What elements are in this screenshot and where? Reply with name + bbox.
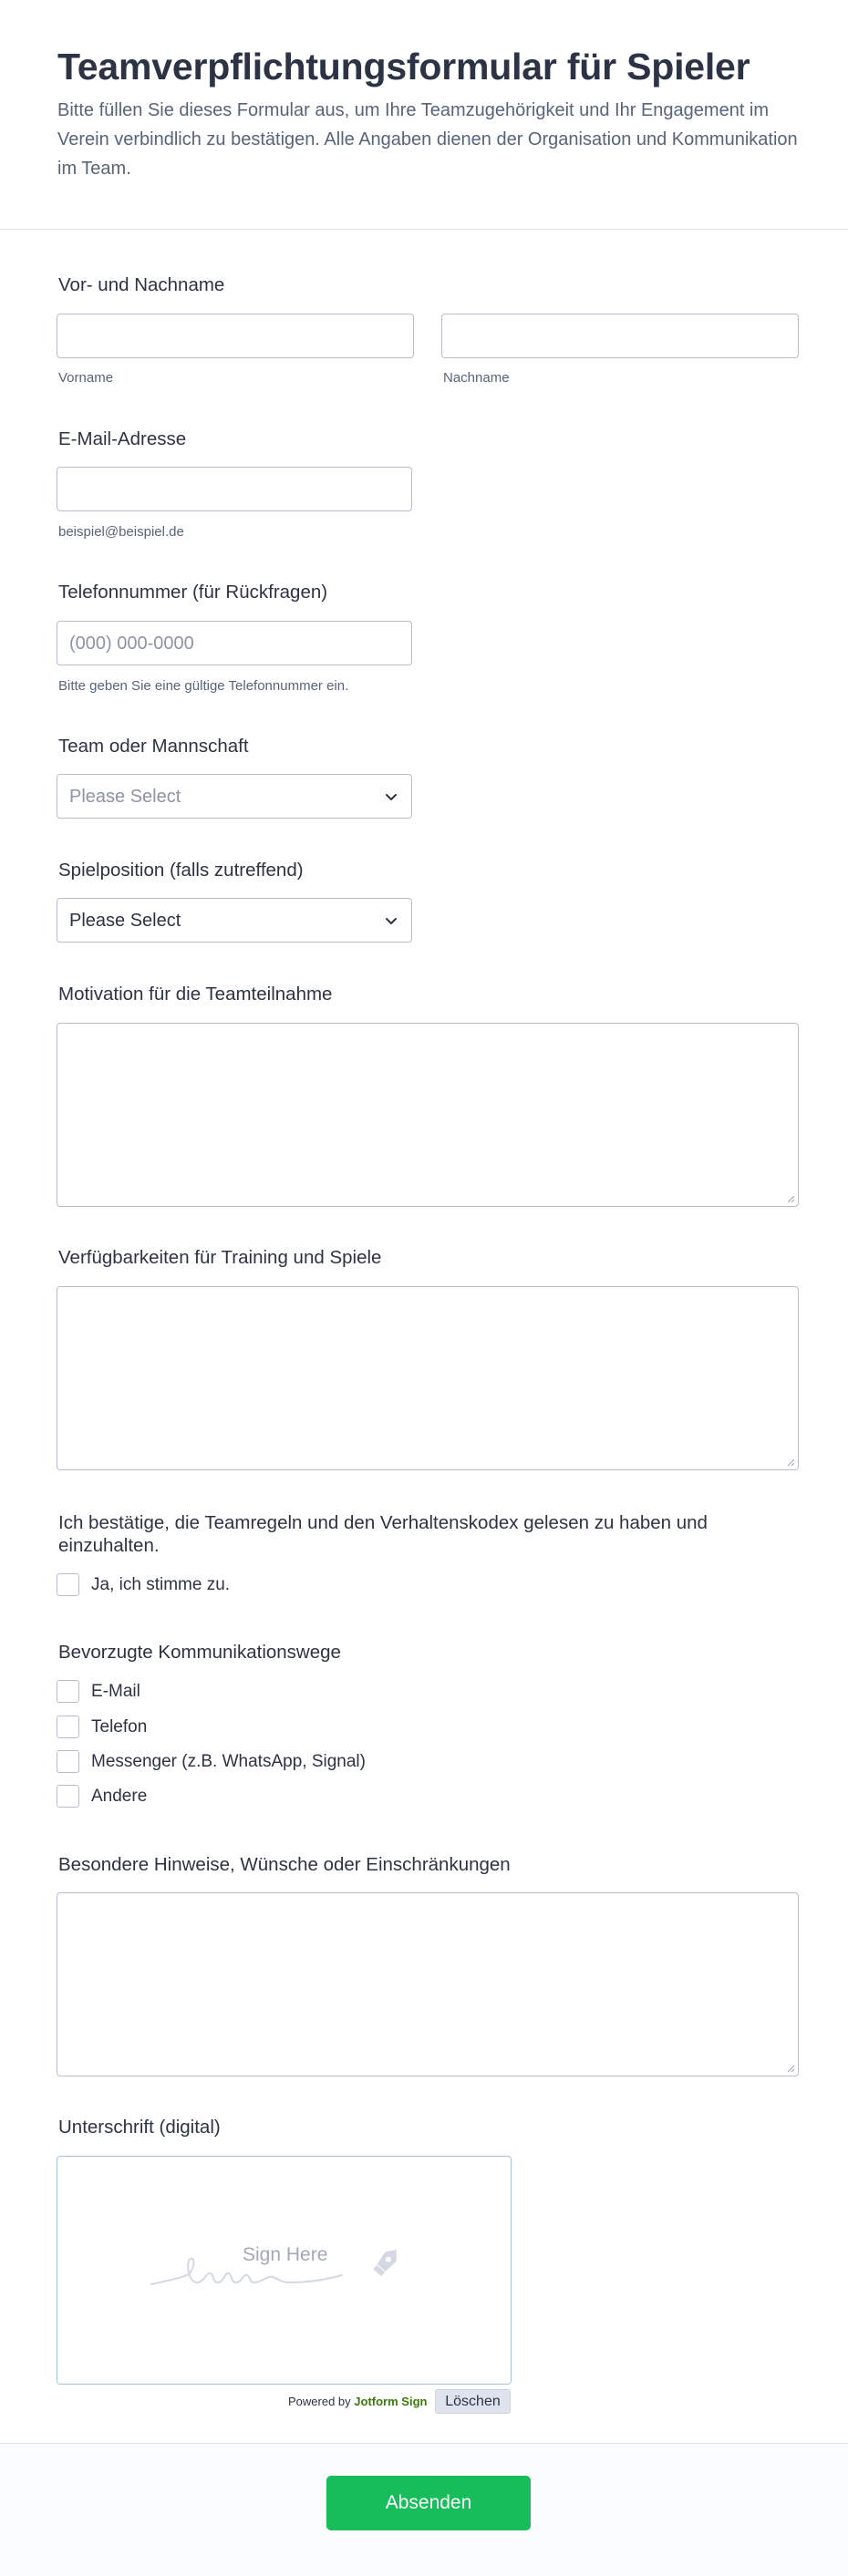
phone-sublabel: Bitte geben Sie eine gültige Telefonnummer ein.	[58, 678, 349, 694]
option-label: Telefon	[91, 1717, 148, 1736]
submit-button[interactable]: Absenden	[326, 2476, 531, 2530]
phone-input[interactable]	[57, 621, 412, 665]
powered-by	[288, 2395, 427, 2408]
email-label: E-Mail-Adresse	[58, 428, 187, 449]
team-select-value: Please Select	[69, 787, 181, 807]
resize-grip-icon[interactable]	[784, 1456, 795, 1467]
name-label: Vor- und Nachname	[58, 274, 225, 295]
form-description: Bitte füllen Sie dieses Formular aus, um Ihre Teamzugehörigkeit und Ihr Engagement im Verein verbindlich zu bestätigen. Alle Angaben dienen der Organisation und Kommunikation im Team.	[57, 100, 798, 179]
option-label: Andere	[91, 1787, 148, 1806]
availability-textarea[interactable]	[57, 1286, 799, 1470]
form-header	[0, 0, 848, 230]
availability-label: Verfügbarkeiten für Training und Spiele	[58, 1247, 382, 1268]
motivation-label: Motivation für die Teamteilnahme	[58, 984, 333, 1005]
signature-pad[interactable]	[57, 2156, 512, 2385]
notes-textarea[interactable]	[57, 1892, 799, 2076]
sign-here-placeholder: Sign Here	[243, 2244, 328, 2265]
powered-brand[interactable]: Jotform Sign	[354, 2395, 428, 2408]
position-label: Spielposition (falls zutreffend)	[58, 860, 304, 881]
email-sublabel: beispiel@beispiel.de	[58, 524, 184, 540]
communication-label: Bevorzugte Kommunikationswege	[58, 1642, 341, 1663]
chevron-down-icon	[382, 912, 400, 930]
pen-icon	[367, 2242, 406, 2281]
chevron-down-icon	[382, 788, 400, 806]
consent-checkbox[interactable]	[57, 1573, 79, 1596]
first-name-input[interactable]	[57, 314, 414, 358]
team-select[interactable]	[57, 774, 412, 819]
resize-grip-icon[interactable]	[784, 1192, 795, 1203]
consent-option-label: Ja, ich stimme zu.	[91, 1575, 231, 1594]
option-label: Messenger (z.B. WhatsApp, Signal)	[91, 1752, 366, 1771]
last-name-input[interactable]	[441, 314, 799, 358]
checkbox[interactable]	[57, 1716, 79, 1738]
last-name-sublabel: Nachname	[443, 370, 510, 386]
option-label: E-Mail	[91, 1682, 140, 1701]
first-name-sublabel: Vorname	[58, 370, 114, 386]
powered-prefix: Powered by	[288, 2395, 351, 2408]
form-title: Teamverpflichtungsformular für Spieler	[57, 46, 750, 88]
phone-placeholder: (000) 000-0000	[69, 634, 194, 654]
team-label: Team oder Mannschaft	[58, 736, 249, 757]
motivation-textarea[interactable]	[57, 1023, 799, 1207]
checkbox[interactable]	[57, 1785, 79, 1808]
checkbox[interactable]	[57, 1750, 79, 1773]
email-input[interactable]	[57, 467, 412, 511]
signature-label: Unterschrift (digital)	[58, 2117, 221, 2138]
clear-signature-button[interactable]: Löschen	[435, 2389, 511, 2414]
notes-label: Besondere Hinweise, Wünsche oder Einschränkungen	[58, 1854, 511, 1875]
resize-grip-icon[interactable]	[784, 2062, 795, 2073]
position-select-value: Please Select	[69, 911, 181, 931]
consent-label: Ich bestätige, die Teamregeln und den Verhaltenskodex gelesen zu haben und einzuhalten.	[58, 1512, 708, 1556]
position-select[interactable]	[57, 898, 412, 943]
phone-label: Telefonnummer (für Rückfragen)	[58, 582, 328, 603]
checkbox[interactable]	[57, 1680, 79, 1703]
